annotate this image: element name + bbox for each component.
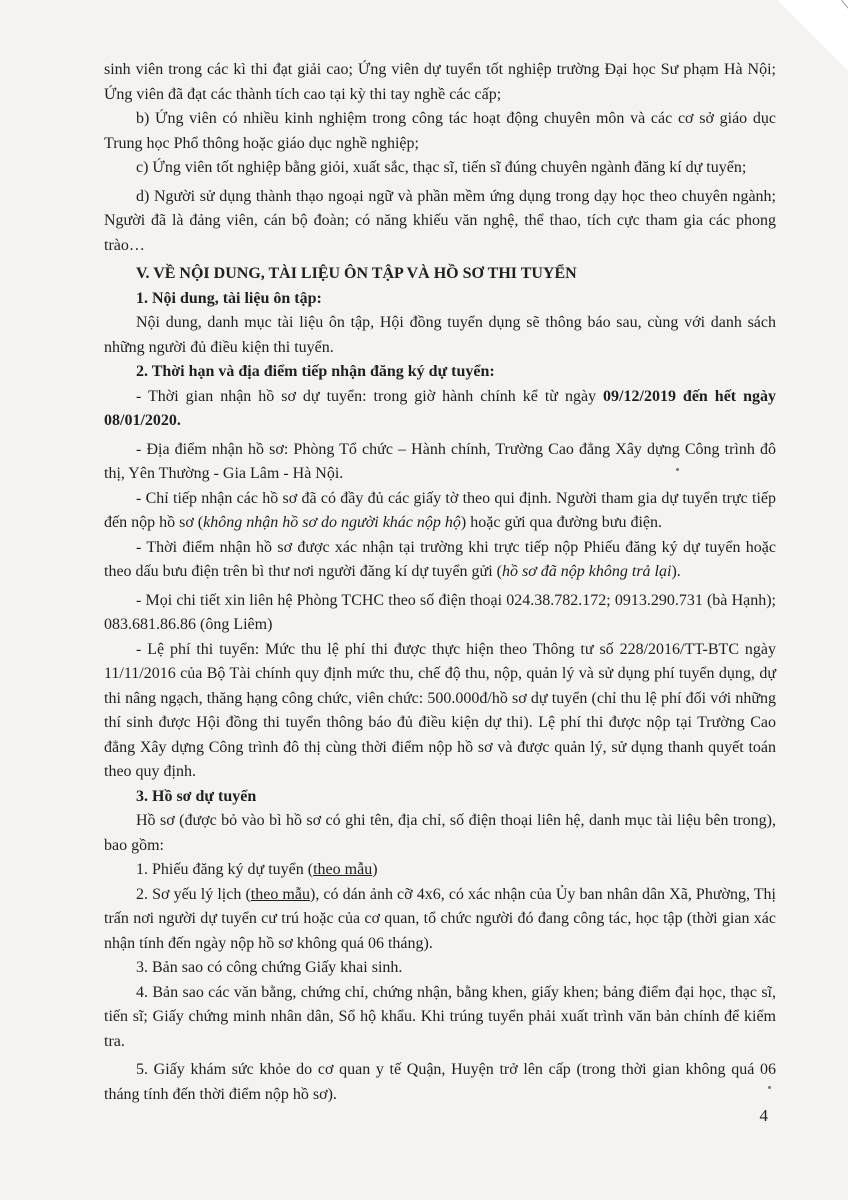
- list-item-1: [104, 858, 776, 883]
- subsection-1-text: Nội dung, danh mục tài liệu ôn tập, Hội đồng tuyển dụng sẽ thông báo sau, cùng với danh sách những người đủ điều kiện thi tuyển.: [104, 314, 776, 356]
- page-number: 4: [759, 1106, 768, 1125]
- confirmation-text: - Thời điểm nhận hồ sơ được xác nhận tại trường khi trực tiếp nộp Phiếu đăng ký dự tuyển hoặc theo dấu bưu điện trên bì thư nơi người đăng kí dự tuyển gửi (: [104, 538, 776, 580]
- confirmation-italic: hồ sơ đã nộp không trả lại: [502, 563, 672, 580]
- acceptance-suffix: ) hoặc gửi qua đường bưu điện.: [460, 514, 663, 531]
- scan-speck: [768, 1086, 771, 1089]
- paragraph-contact: - Mọi chi tiết xin liên hệ Phòng TCHC theo số điện thoại 024.38.782.172; 0913.290.731 (bà Hạnh); 083.681.86.86 (ông Liêm): [104, 591, 776, 633]
- paragraph-criteria-c: c) Ứng viên tốt nghiệp bằng giỏi, xuất sắc, thạc sĩ, tiến sĩ đúng chuyên ngành đăng kí dự tuyển;: [136, 159, 747, 176]
- list-item-2-suffix: ), có dán ảnh cỡ 4x6, có xác nhận của Ủy ban nhân dân Xã, Phường, Thị trấn nơi người dự tuyển cư trú hoặc của cơ quan, tổ chức người đó đang công tác, học tập (thời gian xác nhận tính đến ngày nộp hồ sơ không quá 06 tháng).: [104, 885, 777, 952]
- list-item-5: 5. Giấy khám sức khỏe do cơ quan y tế Quận, Huyện trở lên cấp (trong thời gian không quá 06 tháng tính đến thời điểm nộp hồ sơ).: [104, 1061, 776, 1103]
- list-item-2: [104, 883, 776, 957]
- paragraph-fee: - Lệ phí thi tuyển: Mức thu lệ phí thi được thực hiện theo Thông tư số 228/2016/TT-BTC ngày 11/11/2016 của Bộ Tài chính quy định mức thu, chế độ thu, nộp, quản lý và sử dụng phí tuyển dụng, dự thi nâng ngạch, thăng hạng công chức, viên chức: 500.000đ/hồ sơ dự tuyển (chỉ thu lệ phí đối với những thí sinh được Hội đồng thi tuyển thông báo đủ điều kiện dự thi). Lệ phí thi được nộp tại Trường Cao đẳng Xây dựng Công trình đô thị cùng thời điểm nộp hồ sơ và được quản lý, sử dụng thanh quyết toán theo quy định.: [104, 640, 776, 780]
- subsection-1-heading: 1. Nội dung, tài liệu ôn tập:: [136, 289, 322, 307]
- list-item-1-text: 1. Phiếu đăng ký dự tuyển (: [136, 861, 314, 878]
- list-item-2-text: 2. Sơ yếu lý lịch (: [136, 885, 251, 903]
- document-page: [104, 58, 776, 1107]
- template-link-2[interactable]: theo mẫu: [250, 885, 310, 903]
- subsection-3-heading: 3. Hồ sơ dự tuyển: [136, 787, 257, 805]
- acceptance-italic: không nhận hồ sơ do người khác nộp hộ: [203, 514, 461, 531]
- list-item-1-suffix: ): [372, 861, 378, 878]
- confirmation-suffix: ).: [671, 563, 681, 580]
- paragraph-continuation: sinh viên trong các kì thi đạt giải cao; Ứng viên dự tuyển tốt nghiệp trường Đại học Sư phạm Hà Nội; Ứng viên đã đạt các thành tích cao tại kỳ thi tay nghề các cấp;: [104, 61, 776, 103]
- page-corner-fold: [778, 0, 848, 70]
- submission-dates: 09/12/2019 đến hết ngày 08/01/2020.: [104, 387, 776, 429]
- paragraph-submission-place: - Địa điểm nhận hồ sơ: Phòng Tổ chức – Hành chính, Trường Cao đẳng Xây dựng Công trình đô thị, Yên Thường - Gia Lâm - Hà Nội.: [104, 440, 776, 482]
- template-link-1[interactable]: theo mẫu: [313, 861, 373, 878]
- paragraph-acceptance: [104, 487, 776, 536]
- subsection-2-heading: 2. Thời hạn và địa điểm tiếp nhận đăng ký dự tuyển:: [136, 363, 495, 380]
- subsection-3-intro: Hồ sơ (được bỏ vào bì hồ sơ có ghi tên, địa chỉ, số điện thoại liên hệ, danh mục tài liệu bên trong), bao gồm:: [104, 812, 776, 854]
- acceptance-text: - Chỉ tiếp nhận các hồ sơ đã có đầy đủ các giấy tờ theo qui định. Người tham gia dự tuyển trực tiếp đến nộp hồ sơ (: [104, 489, 776, 531]
- list-item-4: 4. Bản sao các văn bằng, chứng chỉ, chứng nhận, bằng khen, giấy khen; bảng điểm đại học, thạc sĩ, tiến sĩ; Giấy chứng minh nhân dân, Sổ hộ khẩu. Khi trúng tuyển phải xuất trình văn bản chính để kiểm tra.: [104, 983, 776, 1050]
- paragraph-confirmation: [104, 536, 776, 585]
- paragraph-criteria-d: d) Người sử dụng thành thạo ngoại ngữ và phần mềm ứng dụng trong dạy học theo chuyên ngành; Người đã là đảng viên, cán bộ đoàn; có năng khiếu văn nghệ, thể thao, tích cực tham gia các phong trào…: [104, 187, 776, 254]
- paragraph-submission-time: [104, 385, 776, 434]
- submission-time-text: - Thời gian nhận hồ sơ dự tuyển: trong giờ hành chính kể từ ngày: [136, 387, 604, 405]
- scan-speck: [676, 468, 679, 471]
- paragraph-criteria-b: b) Ứng viên có nhiều kinh nghiệm trong công tác hoạt động chuyên môn và các cơ sở giáo dục Trung học Phổ thông hoặc giáo dục nghề nghiệp;: [104, 110, 776, 152]
- section-v-heading: V. VỀ NỘI DUNG, TÀI LIỆU ÔN TẬP VÀ HỒ SƠ THI TUYỂN: [136, 265, 577, 282]
- list-item-3: 3. Bản sao có công chứng Giấy khai sinh.: [136, 959, 403, 976]
